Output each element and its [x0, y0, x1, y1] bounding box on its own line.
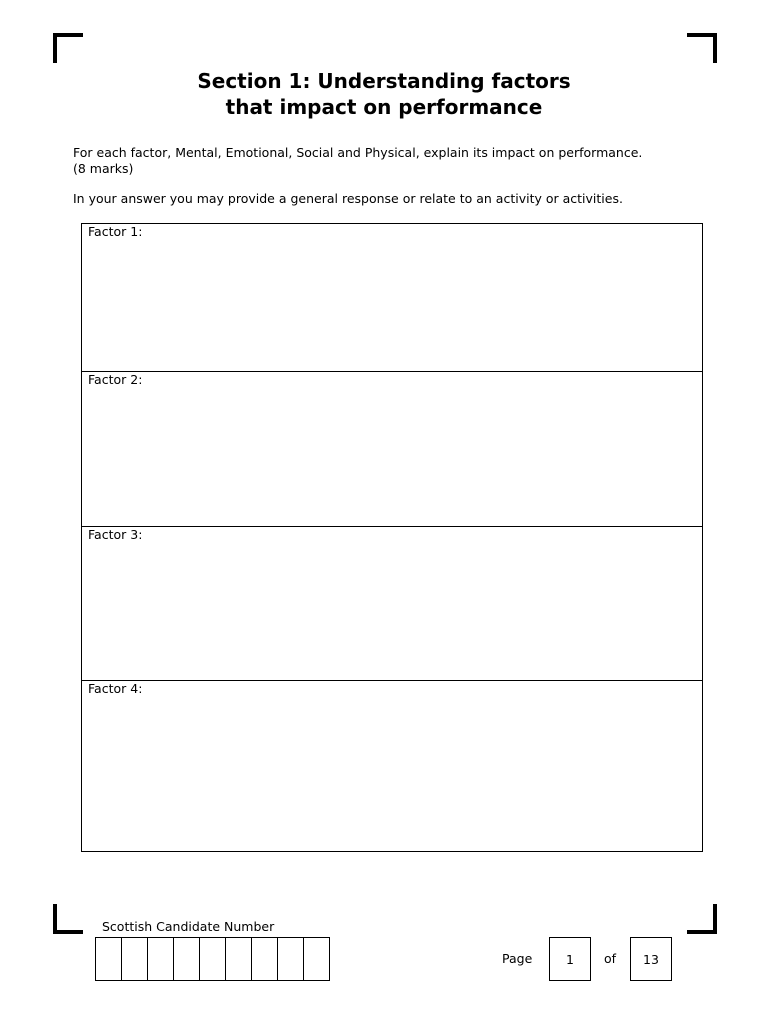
crop-mark-top-left [53, 33, 83, 63]
instruction-text: For each factor, Mental, Emotional, Social and Physical, explain its impact on performance. [73, 145, 643, 160]
factor-2-label: Factor 2: [88, 372, 143, 387]
title-line-2: that impact on performance [225, 95, 543, 119]
answer-guidance [73, 191, 713, 207]
factor-2-answer-area[interactable] [82, 371, 702, 526]
of-label: of [604, 951, 617, 966]
factor-3-answer-area[interactable] [82, 526, 702, 680]
marks-text: (8 marks) [73, 161, 134, 176]
page-title [0, 68, 768, 120]
crop-mark-top-right [687, 33, 717, 63]
scn-label: Scottish Candidate Number [102, 919, 275, 934]
scn-digit-box[interactable] [122, 938, 148, 980]
scn-entry-boxes [95, 937, 330, 981]
page-label: Page [502, 951, 533, 966]
factor-1-label: Factor 1: [88, 224, 143, 239]
page-number: 1 [549, 937, 591, 981]
page-total: 13 [630, 937, 672, 981]
factor-3-label: Factor 3: [88, 527, 143, 542]
factor-4-label: Factor 4: [88, 681, 143, 696]
answer-box [81, 223, 703, 852]
scn-digit-box[interactable] [96, 938, 122, 980]
scn-digit-box[interactable] [304, 938, 329, 980]
scn-digit-box[interactable] [200, 938, 226, 980]
scn-digit-box[interactable] [226, 938, 252, 980]
crop-mark-bottom-right [687, 904, 717, 934]
factor-1-answer-area[interactable] [82, 224, 702, 371]
question-instruction [73, 145, 713, 177]
factor-4-answer-area[interactable] [82, 680, 702, 851]
title-line-1: Section 1: Understanding factors [197, 69, 571, 93]
scn-digit-box[interactable] [148, 938, 174, 980]
scn-digit-box[interactable] [278, 938, 304, 980]
scn-digit-box[interactable] [252, 938, 278, 980]
scn-digit-box[interactable] [174, 938, 200, 980]
guidance-text: In your answer you may provide a general response or relate to an activity or activities. [73, 191, 623, 206]
crop-mark-bottom-left [53, 904, 83, 934]
